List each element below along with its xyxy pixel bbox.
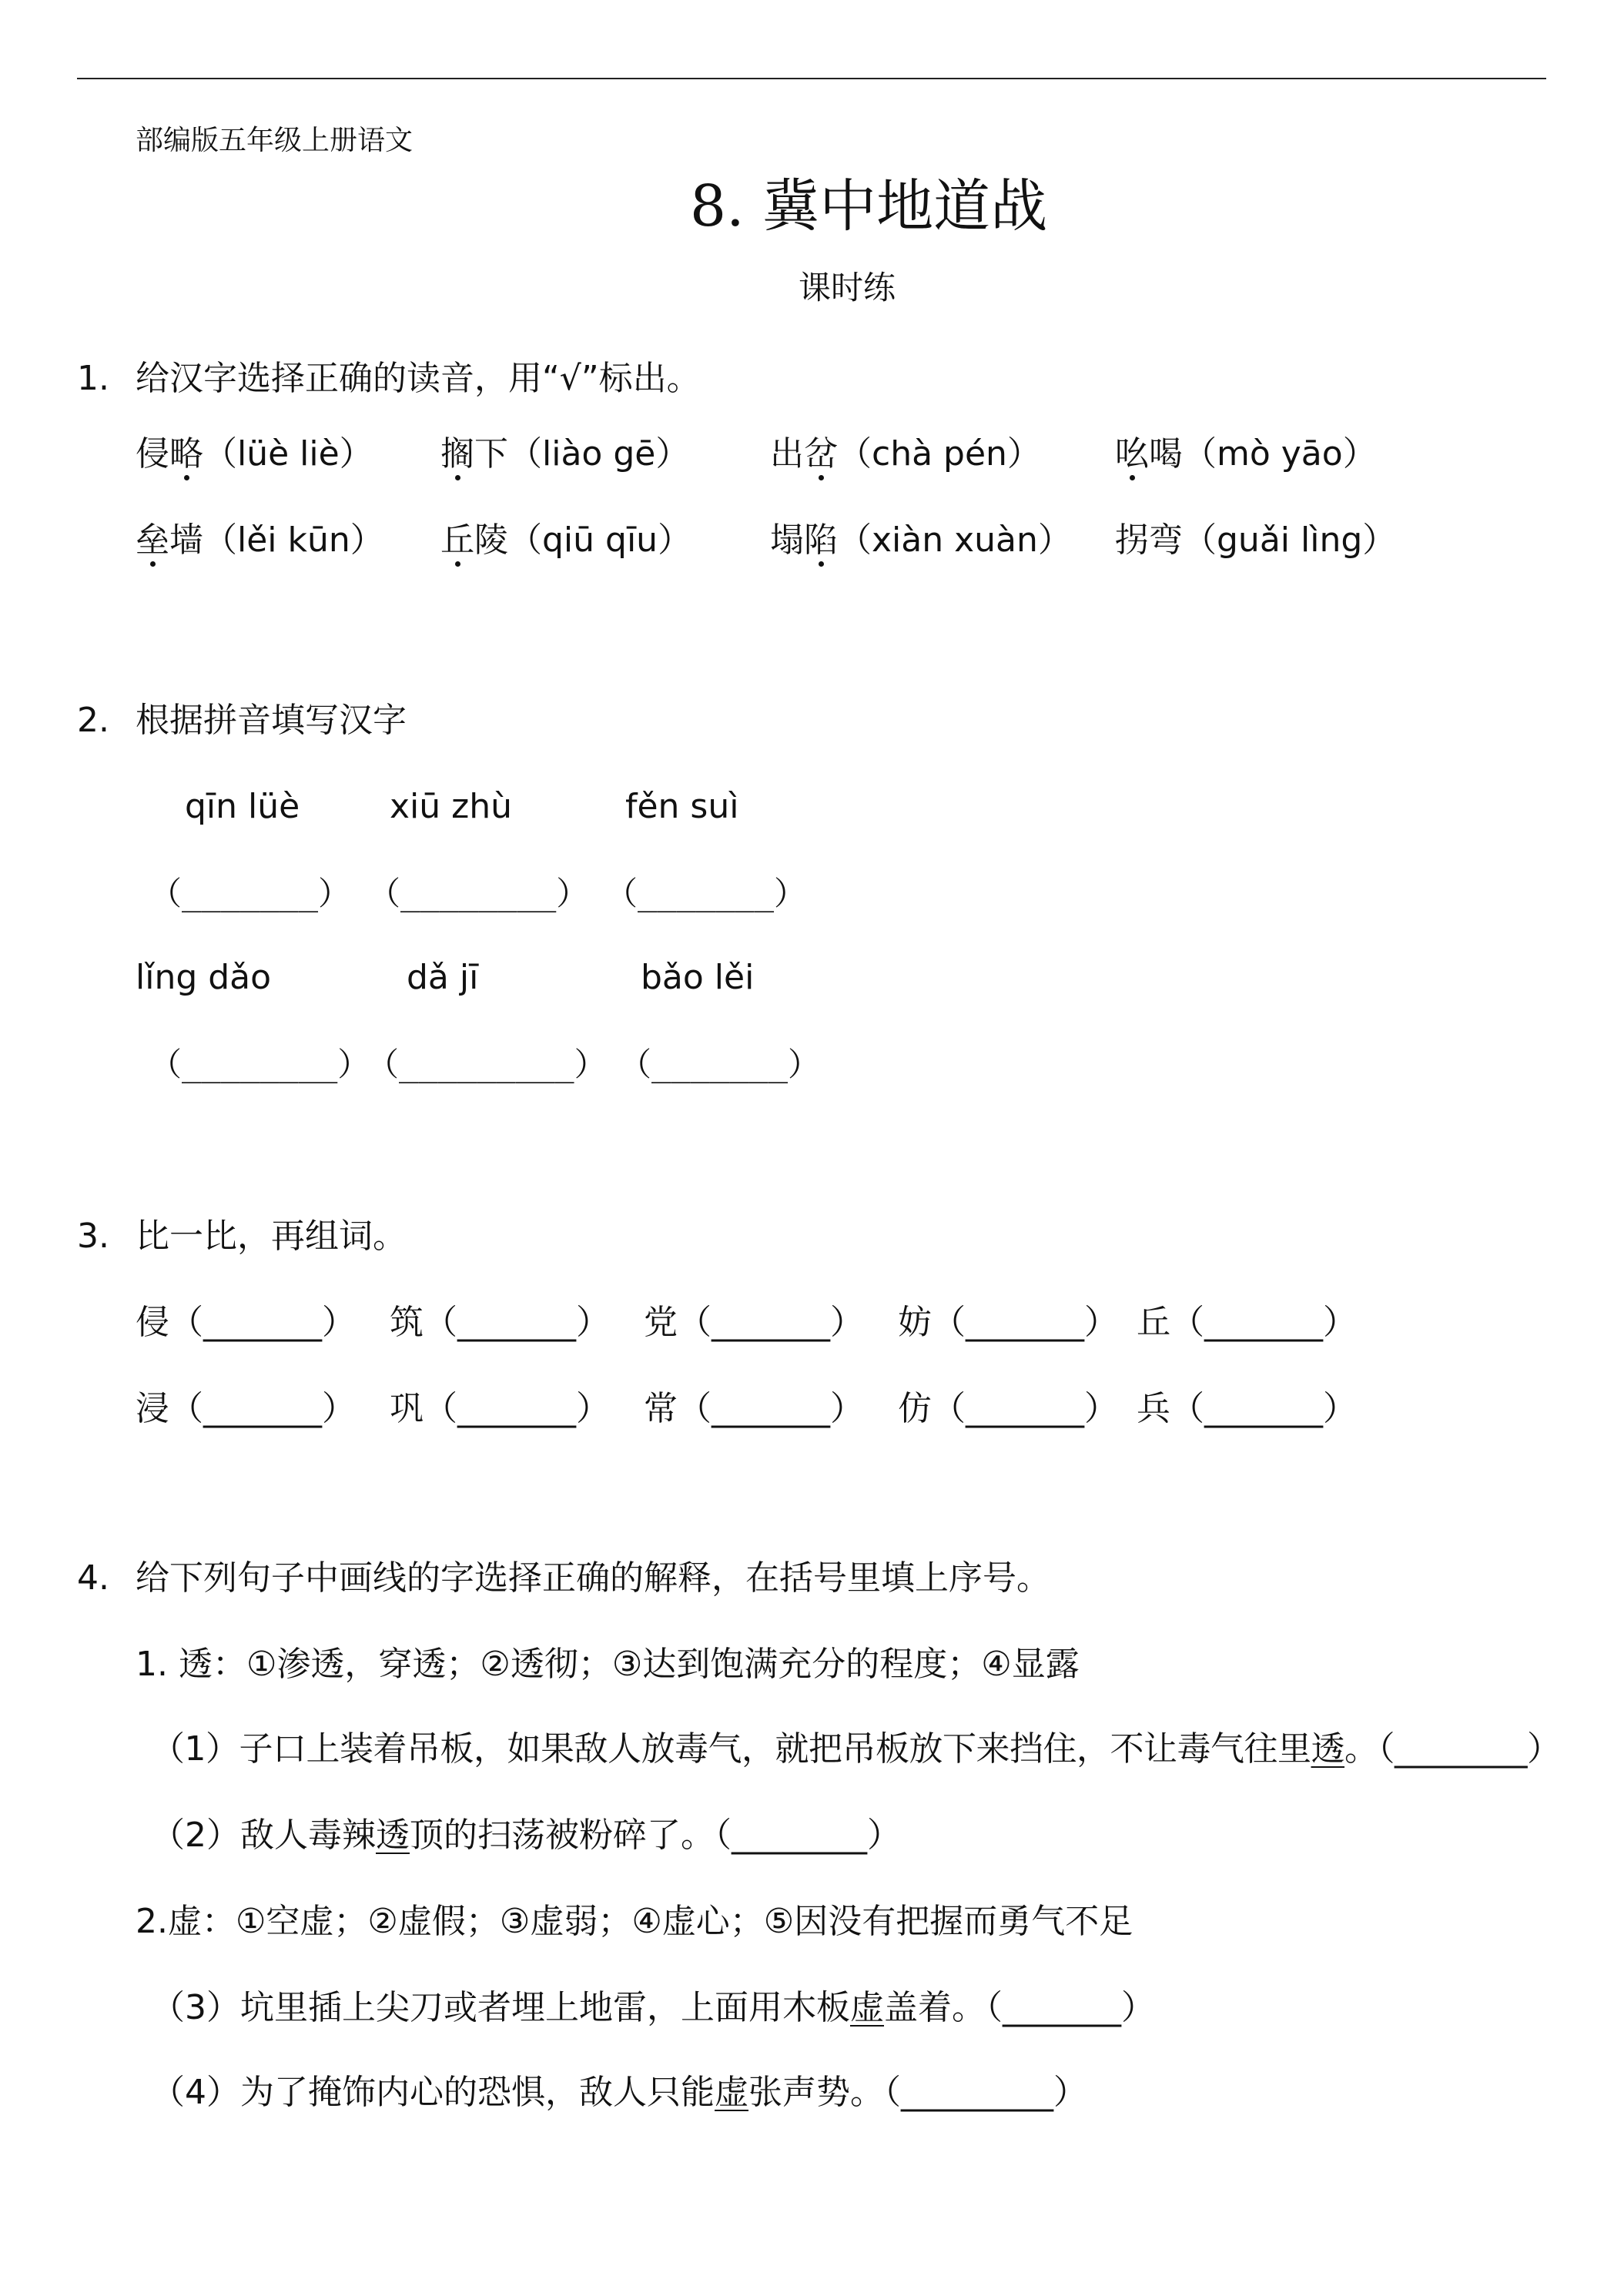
q3-item[interactable]: 党（_______） — [644, 1303, 864, 1342]
q4-definition: 1. 透：①渗透，穿透；②透彻；③达到饱满充分的程度；④显露 — [136, 1645, 1080, 1684]
q4-sentence: （4）为了掩饰内心的恐惧，敌人只能虚张声势。（_________） — [151, 2073, 1087, 2112]
q3-item[interactable]: 常（_______） — [644, 1389, 864, 1428]
q4-sentence: （2）敌人毒辣透顶的扫荡被粉碎了。（________） — [151, 1816, 901, 1855]
q1-prompt: 给汉字选择正确的读音，用“√”标出。 — [136, 359, 701, 398]
q3-number: 3. — [77, 1217, 109, 1256]
q1-item: 丘陵（qiū qīu） — [440, 519, 691, 562]
q3-item[interactable]: 丘（_______） — [1137, 1303, 1357, 1342]
q4-sentence: （1）子口上装着吊板，如果敌人放毒气，就把吊板放下来挡住，不让毒气往里透。（________） — [151, 1729, 1561, 1769]
q3-item[interactable]: 侵（_______） — [136, 1303, 356, 1342]
page-subtitle: 课时练 — [799, 269, 896, 306]
q1-item: 吆喝（mò yāo） — [1115, 433, 1377, 476]
q1-item: 塌陷（xiàn xuàn） — [770, 519, 1072, 562]
q3-item[interactable]: 妨（_______） — [898, 1303, 1118, 1342]
q2-pinyin: bǎo lěi — [641, 958, 755, 997]
q2-number: 2. — [77, 701, 109, 740]
q3-item[interactable]: 巩（_______） — [390, 1389, 610, 1428]
q3-prompt: 比一比，再组词。 — [136, 1217, 407, 1256]
q2-pinyin: qīn lüè — [185, 787, 300, 826]
q2-blank[interactable]: （_______） — [149, 875, 351, 912]
q1-item: 出岔（chà pén） — [770, 433, 1041, 476]
q4-sentence: （3）坑里插上尖刀或者埋上地雷，上面用木板虚盖着。（_______） — [151, 1988, 1155, 2027]
q2-blank[interactable]: （________） — [149, 1046, 370, 1083]
q2-blank[interactable]: （_______） — [619, 1046, 821, 1083]
q2-blank[interactable]: （_______） — [605, 875, 807, 912]
q1-item: 拐弯（guǎi lìng） — [1115, 520, 1397, 560]
q2-pinyin: lǐng dǎo — [136, 958, 272, 997]
q4-number: 4. — [77, 1558, 109, 1598]
q3-item[interactable]: 仿（_______） — [898, 1389, 1118, 1428]
q1-number: 1. — [77, 359, 109, 398]
q1-item: 垒墙（lěi kūn） — [136, 519, 384, 562]
q2-pinyin: dǎ jī — [407, 958, 479, 997]
q4-definition: 2.虚：①空虚；②虚假；③虚弱；④虚心；⑤因没有把握而勇气不足 — [136, 1902, 1133, 1941]
page-title: 8. 冀中地道战 — [690, 173, 1048, 239]
q1-item: 侵略（lüè liè） — [136, 433, 373, 476]
q2-pinyin: xiū zhù — [390, 787, 513, 826]
q1-item: 搁下（liào gē） — [440, 433, 689, 476]
q2-blank[interactable]: （________） — [368, 875, 589, 912]
q3-item[interactable]: 筑（_______） — [390, 1303, 610, 1342]
q2-blank[interactable]: （_________） — [367, 1046, 607, 1083]
header-rule — [77, 78, 1546, 79]
q2-pinyin: fěn suì — [625, 787, 739, 826]
q3-item[interactable]: 兵（_______） — [1137, 1389, 1357, 1428]
q4-prompt: 给下列句子中画线的字选择正确的解释，在括号里填上序号。 — [136, 1558, 1050, 1598]
grade-label: 部编版五年级上册语文 — [136, 125, 414, 156]
q2-prompt: 根据拼音填写汉字 — [136, 701, 407, 740]
q3-item[interactable]: 浸（_______） — [136, 1389, 356, 1428]
